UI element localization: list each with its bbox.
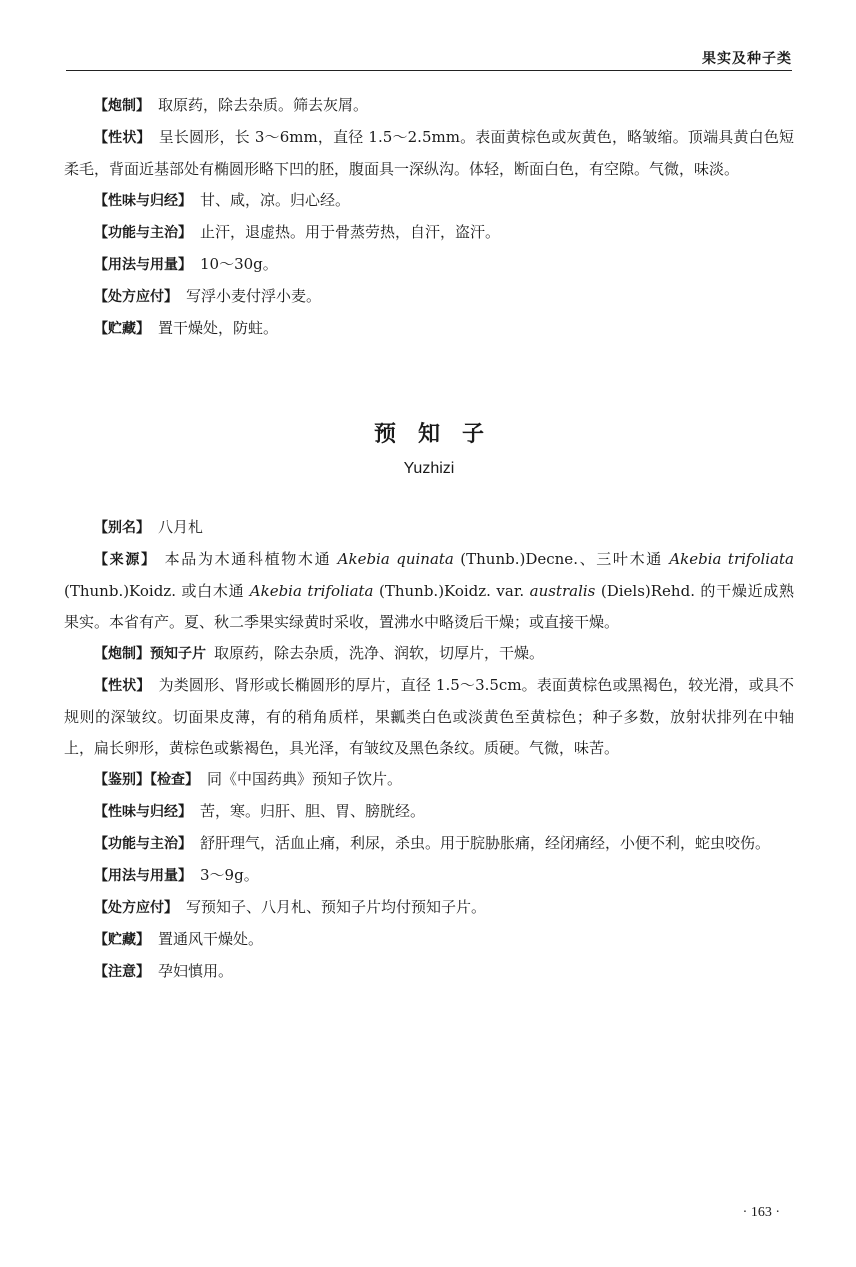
entry-dosage [64,249,794,281]
label-dosage: 【用法与用量】 [94,257,192,273]
label-characteristics: 【性状】 [94,130,151,146]
text-property-meridian: 甘、咸，凉。归心经。 [200,191,351,209]
entry-function-indication-2 [64,828,794,860]
entry-characteristics [64,122,794,185]
label-prescription-2: 【处方应付】 [94,900,178,916]
label-property-meridian-2: 【性味与归经】 [94,804,192,820]
monograph-title: 预知子 [373,422,506,447]
label-caution: 【注意】 [94,964,150,980]
text-source-5: (Diels)Rehd. 的干燥近成熟果实。本省有产。夏、秋二季果实绿黄时采收，置沸水中略烫后干燥；或直接干燥。 [64,582,794,631]
running-header [66,46,792,71]
text-source-1: 本品为木通科植物木通 [164,550,338,568]
entry-property-meridian-2 [64,796,794,828]
entry-property-meridian [64,185,794,217]
label-function-indication: 【功能与主治】 [94,225,192,241]
entry-caution [64,956,794,988]
label-processing-2: 【炮制】预知子片 [94,646,206,662]
text-caution: 孕妇慎用。 [158,962,234,980]
entry-prescription-2 [64,892,794,924]
entry-processing [64,90,794,122]
entry-dosage-2 [64,860,794,892]
latin-name-4: australis [529,582,596,600]
entry-source [64,544,794,638]
text-alias: 八月札 [158,518,204,536]
text-storage: 置干燥处，防蛀。 [158,319,279,337]
entry-storage-2 [64,924,794,956]
text-function-indication-2: 舒肝理气，活血止痛，利尿，杀虫。用于脘胁胀痛，经闭痛经，小便不利，蛇虫咬伤。 [200,834,771,852]
entry-characteristics-2 [64,670,794,764]
label-source: 【来源】 [94,552,157,568]
entry-processing-2 [64,638,794,670]
text-source-3: (Thunb.)Koidz. 或白木通 [64,582,250,600]
latin-name-1: Akebia quinata [337,550,454,568]
text-processing: 取原药，除去杂质。筛去灰屑。 [158,96,369,114]
label-storage-2: 【贮藏】 [94,932,150,948]
monograph-title-block [64,417,794,478]
text-dosage: 10～30g。 [200,255,278,273]
label-identification: 【鉴别】【检查】 [94,772,199,788]
text-storage-2: 置通风干燥处。 [158,930,264,948]
label-characteristics-2: 【性状】 [94,678,151,694]
label-function-indication-2: 【功能与主治】 [94,836,192,852]
entry-function-indication [64,217,794,249]
text-characteristics-2: 为类圆形、肾形或长椭圆形的厚片，直径 1.5～3.5cm。表面黄棕色或黑褐色，较光滑，或具不规则的深皱纹。切面果皮薄，有的稍角质样，果瓤类白色或淡黄色至黄棕色；种子多数，放射状排列在中轴上，扁长卵形，黄棕色或紫褐色，具光泽，有皱纹及黑色条纹。质硬。气微，味苦。 [64,676,795,757]
label-alias: 【别名】 [94,520,150,536]
text-prescription-2: 写预知子、八月札、预知子片均付预知子片。 [186,898,487,916]
monograph-pinyin: Yuzhizi [403,460,455,477]
text-prescription: 写浮小麦付浮小麦。 [186,287,322,305]
section-title: 果实及种子类 [702,51,792,67]
page-number: · 163 · [742,1205,780,1220]
text-property-meridian-2: 苦，寒。归肝、胆、胃、膀胱经。 [200,802,426,820]
latin-name-2: Akebia trifoliata [669,550,794,568]
text-processing-2: 取原药，除去杂质，洗净、润软，切厚片，干燥。 [214,644,545,662]
label-property-meridian: 【性味与归经】 [94,193,192,209]
text-characteristics: 呈长圆形，长 3～6mm，直径 1.5～2.5mm。表面黄棕色或灰黄色，略皱缩。顶端具黄白色短柔毛，背面近基部处有椭圆形略下凹的胚，腹面具一深纵沟。体轻，断面白色，有空隙。气微，味淡。 [64,128,795,178]
page-content [64,90,794,988]
label-dosage-2: 【用法与用量】 [94,868,192,884]
label-processing: 【炮制】 [94,98,150,114]
entry-storage [64,313,794,345]
label-storage: 【贮藏】 [94,321,150,337]
entry-prescription [64,281,794,313]
latin-name-3: Akebia trifoliata [249,582,374,600]
text-function-indication: 止汗，退虚热。用于骨蒸劳热，自汗，盗汗。 [200,223,501,241]
label-prescription: 【处方应付】 [94,289,178,305]
entry-identification [64,764,794,796]
text-identification: 同《中国药典》预知子饮片。 [207,770,403,788]
text-source-4: (Thunb.)Koidz. var. [373,582,530,600]
text-dosage-2: 3～9g。 [200,866,259,884]
text-source-2: (Thunb.)Decne.、三叶木通 [453,550,670,568]
entry-alias [64,512,794,544]
